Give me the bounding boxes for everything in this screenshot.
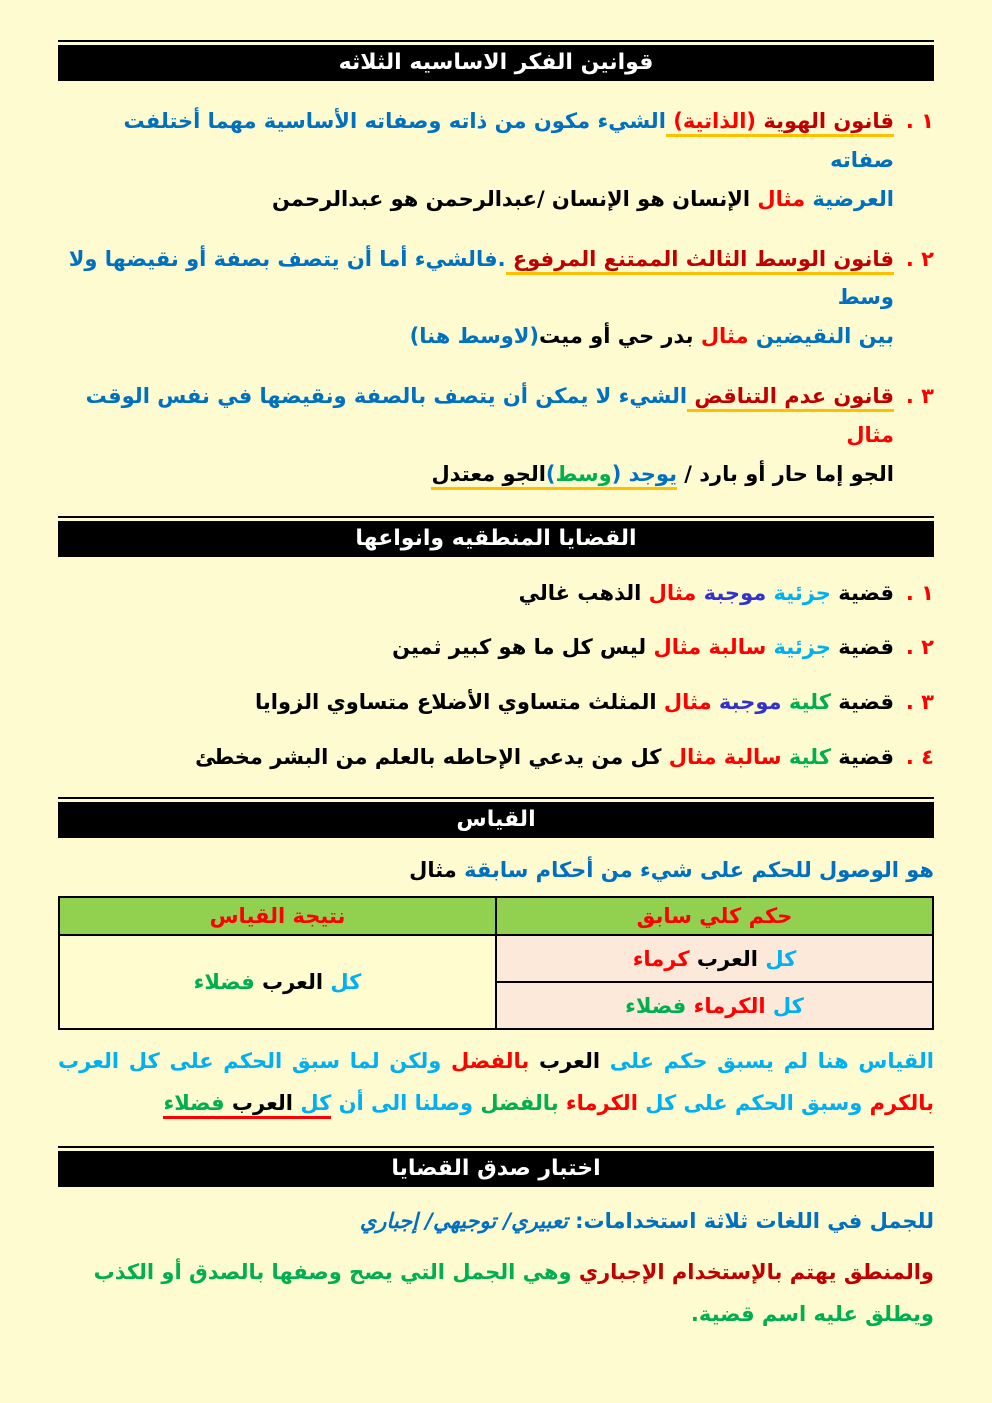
law-item-1 bbox=[58, 102, 934, 219]
item-number: ١ . bbox=[905, 580, 934, 605]
item-number: ٤ . bbox=[905, 744, 934, 769]
law-line bbox=[58, 240, 894, 318]
text-segment: الجو إما حار أو بارد / bbox=[676, 461, 894, 486]
premise-cell-1 bbox=[496, 935, 933, 982]
proposition-item-3 bbox=[58, 685, 934, 721]
section-laws bbox=[58, 40, 934, 494]
item-number: ٣ . bbox=[905, 384, 934, 409]
text-segment: قضية bbox=[830, 635, 894, 660]
text-segment: مثال bbox=[646, 635, 702, 660]
item-number: ٢ . bbox=[905, 635, 934, 660]
text-segment: بين النقيضين bbox=[748, 324, 894, 349]
qiyas-definition bbox=[58, 858, 934, 882]
text-segment: وسط bbox=[556, 462, 612, 490]
section-header-qiyas: القياس bbox=[58, 802, 934, 838]
text-segment: بالفضل bbox=[441, 1049, 530, 1074]
text-segment: الشيء مكون من ذاته وصفاته الأساسية مهما أختلفت صفاته bbox=[123, 109, 894, 172]
text-segment: كرماء bbox=[632, 946, 690, 971]
text-segment: مثال bbox=[661, 744, 717, 769]
table-header-result: نتيجة القياس bbox=[59, 897, 496, 935]
text-segment: (الذاتية) bbox=[666, 109, 756, 137]
item-number: ٢ . bbox=[905, 246, 934, 271]
truth-test-paragraph bbox=[58, 1251, 934, 1335]
text-segment: قانون الوسط الثالث الممتنع المرفوع bbox=[506, 247, 894, 275]
law-item-2 bbox=[58, 240, 934, 357]
text-segment: وهي الجمل التي يصح وصفها بالصدق أو الكذب ويطلق عليه اسم قضية. bbox=[93, 1260, 934, 1327]
text-segment: والمنطق يهتم بالإستخدام الإجباري bbox=[571, 1260, 934, 1285]
section-qiyas bbox=[58, 797, 934, 1124]
qiyas-explanation bbox=[58, 1040, 934, 1124]
text-segment: الكرماء bbox=[558, 1091, 638, 1116]
text-segment: .فالشيء أما أن يتصف بصفة أو نقيضها ولا وسط bbox=[68, 246, 894, 310]
section-header-truth-test: اختبار صدق القضايا bbox=[58, 1151, 934, 1187]
text-segment: سالبة bbox=[701, 635, 767, 660]
text-segment: كل bbox=[323, 970, 362, 995]
text-segment: كلية bbox=[781, 689, 831, 714]
proposition-item-2 bbox=[58, 630, 934, 666]
law-line bbox=[58, 102, 894, 180]
proposition-text bbox=[58, 576, 894, 612]
text-segment: كلية bbox=[781, 744, 831, 769]
text-segment: العرب bbox=[225, 1091, 293, 1119]
law-line bbox=[58, 377, 894, 455]
text-segment: جزئية bbox=[766, 580, 831, 605]
text-segment: سالبة bbox=[716, 744, 782, 769]
section-header-laws: قوانين الفكر الاساسيه الثلاثه bbox=[58, 45, 934, 81]
text-segment: مثال bbox=[693, 324, 749, 349]
text-segment: مثال bbox=[750, 186, 806, 211]
text-segment: بالكرم bbox=[862, 1091, 934, 1116]
qiyas-table bbox=[58, 896, 934, 1030]
text-segment: ولكن لما سبق الحكم على كل العرب bbox=[58, 1049, 442, 1074]
conclusion-cell bbox=[59, 935, 496, 1029]
text-segment: (لاوسط هنا) bbox=[409, 324, 540, 349]
proposition-item-1 bbox=[58, 576, 934, 612]
proposition-text bbox=[58, 685, 894, 721]
text-segment: الإنسان هو الإنسان /عبدالرحمن هو عبدالرحمن bbox=[271, 186, 751, 211]
text-segment: قانون عدم التناقض bbox=[687, 384, 894, 412]
text-segment: هو الوصول للحكم على شيء من أحكام سابقة bbox=[456, 858, 934, 883]
text-segment: ) bbox=[546, 462, 556, 490]
text-segment: العرب bbox=[689, 946, 759, 971]
text-segment: كل bbox=[758, 946, 797, 971]
text-segment: كل من يدعي الإحاطه بالعلم من البشر مخطئ bbox=[195, 744, 662, 769]
divider bbox=[58, 1146, 934, 1148]
law-line bbox=[58, 180, 894, 219]
text-segment: موجبة bbox=[711, 689, 782, 714]
text-segment: ( bbox=[612, 462, 622, 490]
text-segment: فضلاء bbox=[163, 1091, 224, 1119]
text-segment: العرب bbox=[254, 970, 324, 995]
text-segment: بدر حي أو ميت bbox=[539, 324, 694, 349]
proposition-text bbox=[58, 630, 894, 666]
text-segment: بالفضل bbox=[473, 1091, 559, 1116]
text-segment: جزئية bbox=[766, 635, 831, 660]
text-segment: الشيء لا يمكن أن يتصف بالصفة ونقيضها في نفس الوقت bbox=[85, 384, 688, 409]
text-segment: قضية bbox=[830, 689, 894, 714]
divider bbox=[58, 40, 934, 42]
text-segment: الذهب غالي bbox=[518, 580, 642, 605]
law-line bbox=[58, 317, 894, 356]
text-segment: كل bbox=[293, 1091, 331, 1119]
text-segment: وسبق الحكم على كل bbox=[637, 1091, 863, 1116]
section-header-propositions: القضايا المنطقيه وانواعها bbox=[58, 521, 934, 557]
sentence-uses-line bbox=[58, 1209, 934, 1233]
law-item-3 bbox=[58, 377, 934, 494]
section-truth-test bbox=[58, 1146, 934, 1335]
text-segment: قضية bbox=[830, 744, 894, 769]
divider bbox=[58, 797, 934, 799]
law-item-text bbox=[58, 102, 894, 219]
text-segment: فضلاء bbox=[625, 993, 687, 1018]
proposition-item-4 bbox=[58, 740, 934, 776]
item-number: ٣ . bbox=[905, 689, 934, 714]
text-segment: القياس هنا لم يسبق حكم على bbox=[600, 1049, 934, 1074]
item-number: ١ . bbox=[905, 109, 934, 133]
text-segment: العرضية bbox=[805, 186, 894, 211]
text-segment: يوجد bbox=[621, 462, 677, 490]
text-segment: وصلنا الى أن bbox=[331, 1091, 474, 1116]
text-segment: الكرماء bbox=[686, 993, 766, 1018]
table-header-previous-judgement: حكم كلي سابق bbox=[496, 897, 933, 935]
divider bbox=[58, 516, 934, 518]
proposition-text bbox=[58, 740, 894, 776]
text-segment: المثلث متساوي الأضلاع متساوي الزوايا bbox=[254, 689, 657, 714]
text-segment: مثال bbox=[641, 580, 697, 605]
text-segment: الجو معتدل bbox=[431, 462, 545, 490]
law-item-text bbox=[58, 377, 894, 494]
text-segment: تعبيري/ توجيهي/ إجباري bbox=[359, 1209, 568, 1234]
section-propositions bbox=[58, 516, 934, 776]
text-segment: فضلاء bbox=[193, 970, 255, 995]
text-segment: كل bbox=[765, 993, 804, 1018]
text-segment: مثال bbox=[656, 689, 712, 714]
table-row bbox=[59, 935, 933, 982]
text-segment: العرب bbox=[529, 1049, 601, 1074]
premise-cell-2 bbox=[496, 982, 933, 1029]
law-line bbox=[58, 455, 894, 494]
text-segment: مثال bbox=[846, 422, 894, 447]
text-segment: قانون الهوية bbox=[756, 109, 894, 137]
text-segment: مثال bbox=[409, 858, 457, 883]
text-segment: موجبة bbox=[696, 580, 767, 605]
text-segment: قضية bbox=[830, 580, 894, 605]
text-segment: ليس كل ما هو كبير ثمين bbox=[392, 635, 647, 660]
law-item-text bbox=[58, 240, 894, 357]
text-segment: للجمل في اللغات ثلاثة استخدامات: bbox=[567, 1209, 934, 1234]
table-header-row bbox=[59, 897, 933, 935]
